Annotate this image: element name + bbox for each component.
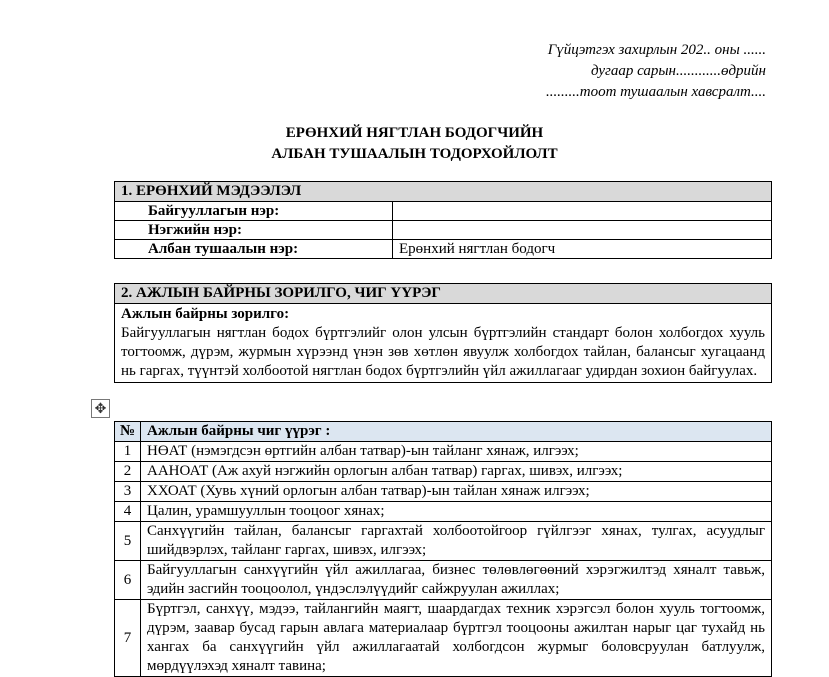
duty-number: 3: [115, 482, 141, 502]
purpose-table: [114, 283, 772, 383]
unit-name-value[interactable]: [393, 221, 772, 240]
decree-reference: [546, 40, 766, 103]
duties-column-header: Ажлын байрны чиг үүрэг :: [141, 422, 772, 442]
move-arrows-icon[interactable]: ✥: [91, 399, 110, 418]
duty-number: 6: [115, 561, 141, 600]
duty-text-content: Цалин, урамшууллын тооцоог хянах;: [147, 503, 385, 519]
purpose-label: Ажлын байрны зорилго:: [121, 306, 290, 322]
purpose-text: Байгууллагын нягтлан бодох бүртгэлийг олон улсын бүртгэлийн стандарт болон холбогдох хууль тогтоомж, дүрэм, журмын хүрээнд үнэн зөв хөтлөн явуулж холбогдох тайлан, балансыг хугацаанд нь гаргах, түүнтэй холбоотой нягтлан бодох бүртгэлийн үйл ажиллагааг удирдан зохион байгуулах.: [121, 325, 765, 379]
table-row: [115, 482, 772, 502]
duty-number: 1: [115, 442, 141, 462]
duty-number: 2: [115, 462, 141, 482]
position-name-label: Албан тушаалын нэр:: [115, 240, 393, 259]
duty-text-content: ХХОАТ (Хувь хүний орлогын албан татвар)-ын тайлан хянаж илгээх;: [147, 483, 590, 499]
org-name-label: Байгууллагын нэр:: [115, 202, 393, 221]
duty-number: 5: [115, 522, 141, 561]
duty-text[interactable]: [141, 522, 772, 561]
duty-text-content: Байгууллагын санхүүгийн үйл ажиллагаа, бизнес төлөвлөгөөний хэрэгжилтэд хяналт тавьж, эдийн засгийн тооцоолол, үндэслэлүүдийг сайжруулан ажиллах;: [147, 562, 765, 597]
decree-line-1: Гүйцэтгэх захирлын 202.. оны ......: [547, 42, 766, 58]
section-2-heading: 2. АЖЛЫН БАЙРНЫ ЗОРИЛГО, ЧИГ ҮҮРЭГ: [115, 284, 772, 304]
table-row: [115, 202, 772, 221]
duty-text[interactable]: [141, 482, 772, 502]
duty-text-content: Бүртгэл, санхүү, мэдээ, тайлангийн маягт, шаардагдах техник хэрэгсэл болон хууль тогтоомж, дүрэм, заавар бусад гарын авлага материалаар бүртгэл тооцооны ажилтан нарыг цаг тухайд нь хангах ба санхүүгийн үйл ажиллагаатай холбогдсон журмыг боловсруулан батлуулж, мөрдүүлэхэд хяналт тавина;: [147, 601, 765, 674]
duty-number: 4: [115, 502, 141, 522]
duty-text[interactable]: [141, 600, 772, 677]
duty-text[interactable]: [141, 561, 772, 600]
duty-text[interactable]: [141, 442, 772, 462]
duty-text[interactable]: [141, 502, 772, 522]
purpose-cell[interactable]: [115, 304, 772, 383]
duty-number: 7: [115, 600, 141, 677]
position-name-value[interactable]: Ерөнхий нягтлан бодогч: [393, 240, 772, 259]
table-row: [115, 600, 772, 677]
title-line-2: АЛБАН ТУШААЛЫН ТОДОРХОЙЛОЛТ: [271, 146, 558, 162]
table-row: [115, 462, 772, 482]
decree-line-3: .........тоот тушаалын хавсралт....: [546, 84, 766, 100]
table-row: [115, 561, 772, 600]
duty-text-content: НӨАТ (нэмэгдсэн өртгийн албан татвар)-ын тайланг хянаж, илгээх;: [147, 443, 579, 459]
duty-text[interactable]: [141, 462, 772, 482]
unit-name-label: Нэгжийн нэр:: [115, 221, 393, 240]
document-title: [0, 123, 829, 165]
table-row: [115, 442, 772, 462]
section-1-heading: 1. ЕРӨНХИЙ МЭДЭЭЛЭЛ: [115, 182, 772, 202]
table-row: [115, 502, 772, 522]
table-row: [115, 522, 772, 561]
duties-table: [114, 421, 772, 677]
table-row: [115, 240, 772, 259]
org-name-value[interactable]: [393, 202, 772, 221]
title-line-1: ЕРӨНХИЙ НЯГТЛАН БОДОГЧИЙН: [285, 125, 544, 141]
general-info-table: [114, 181, 772, 259]
number-column-header: №: [115, 422, 141, 442]
duty-text-content: Санхүүгийн тайлан, балансыг гаргахтай холбоотойгоор гүйлгээг хянах, тулгах, асуудлыг шийдвэрлэх, тайланг гаргах, шивэх, илгээх;: [147, 523, 765, 558]
table-row: [115, 221, 772, 240]
decree-line-2: дугаар сарын............өдрийн: [590, 63, 766, 79]
duty-text-content: ААНОАТ (Аж ахуй нэгжийн орлогын албан татвар) гаргах, шивэх, илгээх;: [147, 463, 623, 479]
